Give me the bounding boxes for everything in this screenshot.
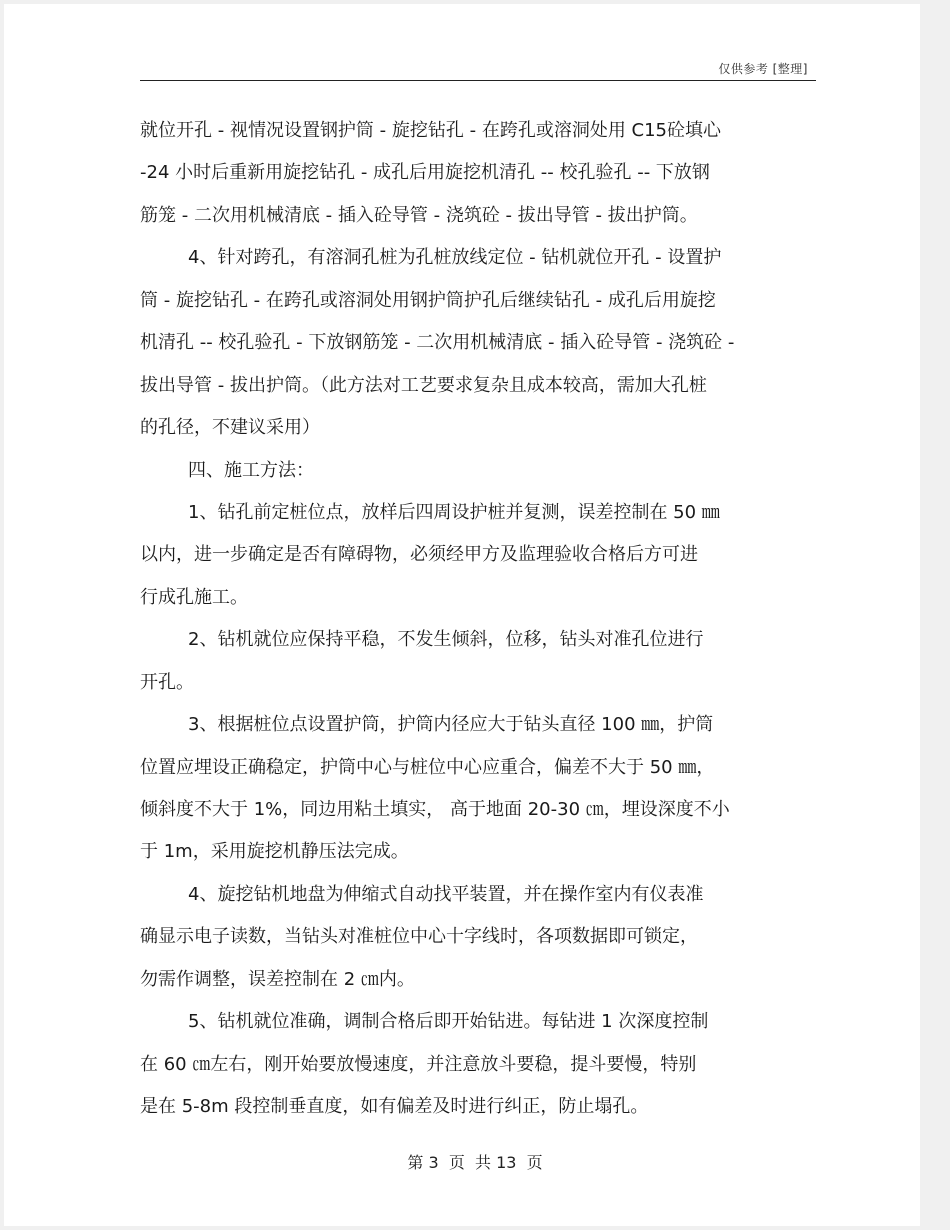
- text-line: 筒 - 旋挖钻孔 - 在跨孔或溶洞处用钢护筒护孔后继续钻孔 - 成孔后用旋挖: [140, 289, 716, 311]
- text-line: 于 1m，采用旋挖机静压法完成。: [140, 841, 409, 863]
- text-line: 拔出导管 - 拔出护筒。（此方法对工艺要求复杂且成本较高，需加大孔桩: [140, 374, 707, 396]
- body-text: [140, 110, 820, 1129]
- text-line: 确显示电子读数，当钻头对准桩位中心十字线时，各项数据即可锁定，: [140, 926, 698, 948]
- text-line: 以内，进一步确定是否有障碍物，必须经甲方及监理验收合格后方可进: [140, 544, 698, 566]
- text-line: 4、旋挖钻机地盘为伸缩式自动找平装置，并在操作室内有仪表准: [188, 883, 704, 905]
- text-line: 四、施工方法：: [188, 459, 314, 481]
- text-line: 机清孔 -- 校孔验孔 - 下放钢筋笼 - 二次用机械清底 - 插入砼导管 - 浇筑砼 -: [140, 332, 735, 354]
- document-page: [4, 4, 920, 1226]
- text-line: 5、钻机就位准确，调制合格后即开始钻进。每钻进 1 次深度控制: [188, 1011, 709, 1033]
- text-line: 行成孔施工。: [140, 586, 248, 608]
- text-line: 4、针对跨孔，有溶洞孔桩为孔桩放线定位 - 钻机就位开孔 - 设置护: [188, 247, 722, 269]
- text-line: 筋笼 - 二次用机械清底 - 插入砼导管 - 浇筑砼 - 拔出导管 - 拔出护筒。: [140, 204, 698, 226]
- text-line: 位置应埋设正确稳定，护筒中心与桩位中心应重合，偏差不大于 50 ㎜，: [140, 756, 715, 778]
- header-note: 仅供参考 [整理]: [718, 62, 808, 76]
- text-line: 2、钻机就位应保持平稳，不发生倾斜，位移，钻头对准孔位进行: [188, 629, 704, 651]
- text-line: 1、钻孔前定桩位点，放样后四周设护桩并复测，误差控制在 50 ㎜: [188, 501, 720, 523]
- text-line: 开孔。: [140, 671, 194, 693]
- text-line: 在 60 ㎝左右，刚开始要放慢速度，并注意放斗要稳，提斗要慢，特别: [140, 1053, 697, 1075]
- text-line: 就位开孔 - 视情况设置钢护筒 - 旋挖钻孔 - 在跨孔或溶洞处用 C15砼填心: [140, 120, 722, 141]
- text-line: 倾斜度不大于 1%，同边用粘土填实， 高于地面 20-30 ㎝，埋设深度不小: [140, 799, 730, 820]
- text-line: 勿需作调整，误差控制在 2 ㎝内。: [140, 968, 415, 990]
- header-rule: [140, 80, 816, 81]
- text-line: 是在 5-8m 段控制垂直度，如有偏差及时进行纠正，防止塌孔。: [140, 1096, 649, 1118]
- text-line: 3、根据桩位点设置护筒，护筒内径应大于钻头直径 100 ㎜，护筒: [188, 714, 714, 736]
- page-number-footer: 第 3 页 共 13 页: [407, 1153, 543, 1172]
- text-line: -24 小时后重新用旋挖钻孔 - 成孔后用旋挖机清孔 -- 校孔验孔 -- 下放钢: [140, 162, 710, 184]
- text-line: 的孔径，不建议采用）: [140, 417, 320, 439]
